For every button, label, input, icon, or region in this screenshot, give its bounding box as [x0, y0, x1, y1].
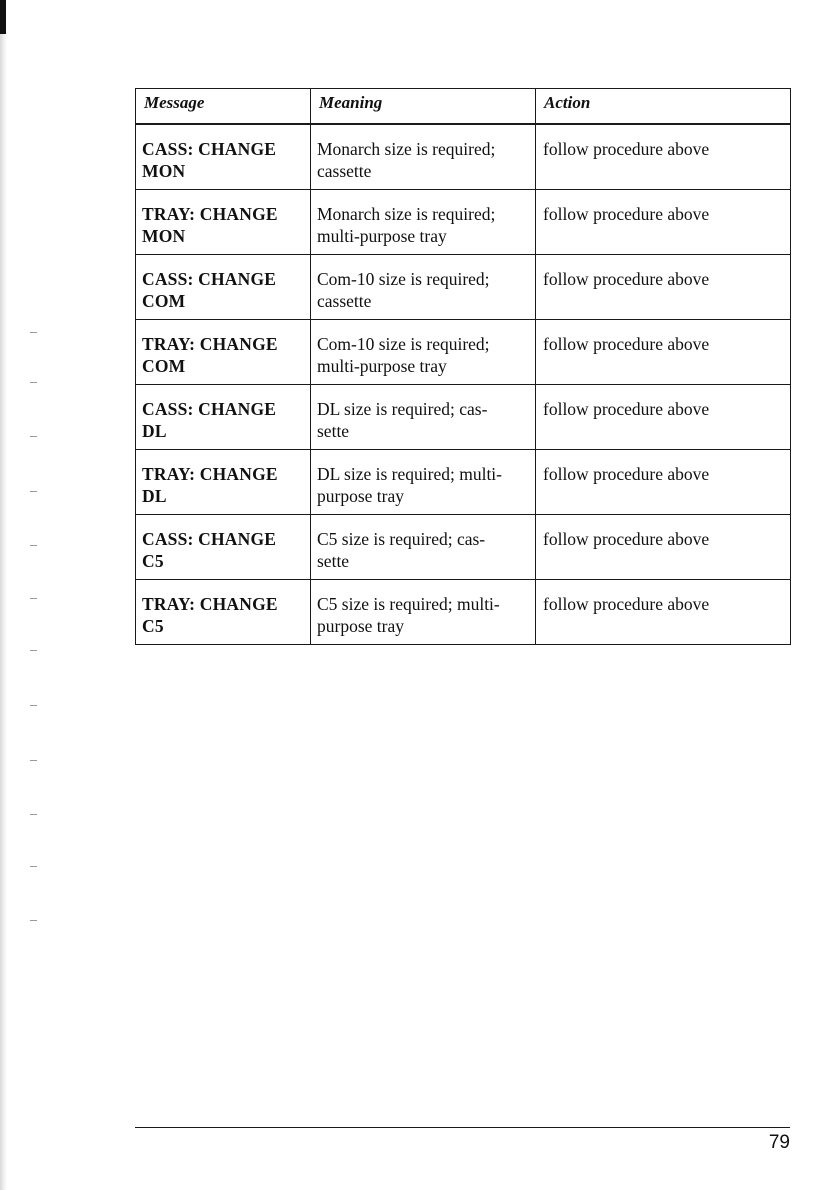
- margin-tick: [30, 705, 37, 706]
- message-line: TRAY: CHANGE: [142, 203, 278, 224]
- column-header-action: Action: [536, 89, 791, 125]
- table-row: [136, 254, 791, 319]
- action-cell: follow procedure above: [536, 449, 791, 514]
- table-row: [136, 449, 791, 514]
- meaning-line: cassette: [317, 161, 372, 181]
- message-line: CASS: CHANGE: [142, 139, 277, 159]
- meaning-line: cassette: [317, 290, 372, 311]
- meaning-cell: [311, 124, 536, 189]
- meaning-line: C5 size is required; multi-: [317, 593, 500, 614]
- margin-tick: [30, 545, 37, 546]
- margin-tick: [30, 760, 37, 761]
- meaning-line: DL size is required; multi-: [317, 463, 502, 484]
- margin-tick: [30, 814, 37, 815]
- action-cell: follow procedure above: [536, 384, 791, 449]
- meaning-line: DL size is required; cas-: [317, 398, 488, 419]
- meaning-cell: [311, 189, 536, 254]
- meaning-cell: [311, 384, 536, 449]
- column-header-message: Message: [136, 89, 311, 125]
- meaning-line: C5 size is required; cas-: [317, 528, 486, 549]
- action-cell: follow procedure above: [536, 319, 791, 384]
- meaning-line: purpose tray: [317, 615, 404, 636]
- meaning-line: purpose tray: [317, 485, 404, 506]
- table-header-row: [136, 89, 791, 125]
- message-table: [135, 88, 791, 645]
- table-row: [136, 514, 791, 579]
- message-cell: [136, 189, 311, 254]
- meaning-line: Monarch size is required;: [317, 203, 496, 224]
- meaning-line: Monarch size is required;: [317, 139, 496, 159]
- margin-tick: [30, 436, 37, 437]
- message-cell: [136, 254, 311, 319]
- message-line: TRAY: CHANGE: [142, 463, 278, 484]
- message-line: TRAY: CHANGE: [142, 333, 278, 354]
- message-cell: [136, 384, 311, 449]
- meaning-line: sette: [317, 420, 350, 441]
- meaning-line: multi-purpose tray: [317, 355, 447, 376]
- meaning-line: Com-10 size is required;: [317, 333, 490, 354]
- meaning-cell: [311, 449, 536, 514]
- margin-tick: [30, 382, 37, 383]
- meaning-cell: [311, 254, 536, 319]
- table-row: [136, 319, 791, 384]
- message-line: CASS: CHANGE: [142, 398, 277, 419]
- margin-tick: [30, 920, 37, 921]
- action-cell: follow procedure above: [536, 254, 791, 319]
- margin-tick: [30, 491, 37, 492]
- action-cell: follow procedure above: [536, 514, 791, 579]
- message-line: CASS: CHANGE: [142, 528, 277, 549]
- meaning-cell: [311, 319, 536, 384]
- scan-edge-mark: [0, 0, 6, 34]
- message-cell: [136, 319, 311, 384]
- table-row: [136, 384, 791, 449]
- page-number: 79: [768, 1132, 790, 1153]
- message-cell: [136, 514, 311, 579]
- table-row: [136, 189, 791, 254]
- meaning-cell: [311, 579, 536, 644]
- action-cell: follow procedure above: [536, 189, 791, 254]
- margin-tick: [30, 332, 37, 333]
- message-line: C5: [142, 615, 164, 636]
- message-line: CASS: CHANGE: [142, 268, 277, 289]
- meaning-line: multi-purpose tray: [317, 225, 447, 246]
- message-line: COM: [142, 355, 186, 376]
- message-cell: [136, 124, 311, 189]
- meaning-line: sette: [317, 550, 350, 571]
- message-cell: [136, 449, 311, 514]
- action-cell: follow procedure above: [536, 124, 791, 189]
- scan-edge-shadow: [0, 0, 7, 1190]
- message-cell: [136, 579, 311, 644]
- message-line: DL: [142, 420, 167, 441]
- message-line: COM: [142, 290, 186, 311]
- footer-rule: [135, 1127, 790, 1128]
- action-cell: follow procedure above: [536, 579, 791, 644]
- message-line: MON: [142, 225, 186, 246]
- table-row: [136, 579, 791, 644]
- message-line: MON: [142, 161, 186, 181]
- message-line: C5: [142, 550, 164, 571]
- message-line: TRAY: CHANGE: [142, 593, 278, 614]
- meaning-cell: [311, 514, 536, 579]
- margin-tick: [30, 598, 37, 599]
- margin-tick: [30, 650, 37, 651]
- message-line: DL: [142, 485, 167, 506]
- margin-tick: [30, 866, 37, 867]
- table-row: [136, 124, 791, 189]
- meaning-line: Com-10 size is required;: [317, 268, 490, 289]
- column-header-meaning: Meaning: [311, 89, 536, 125]
